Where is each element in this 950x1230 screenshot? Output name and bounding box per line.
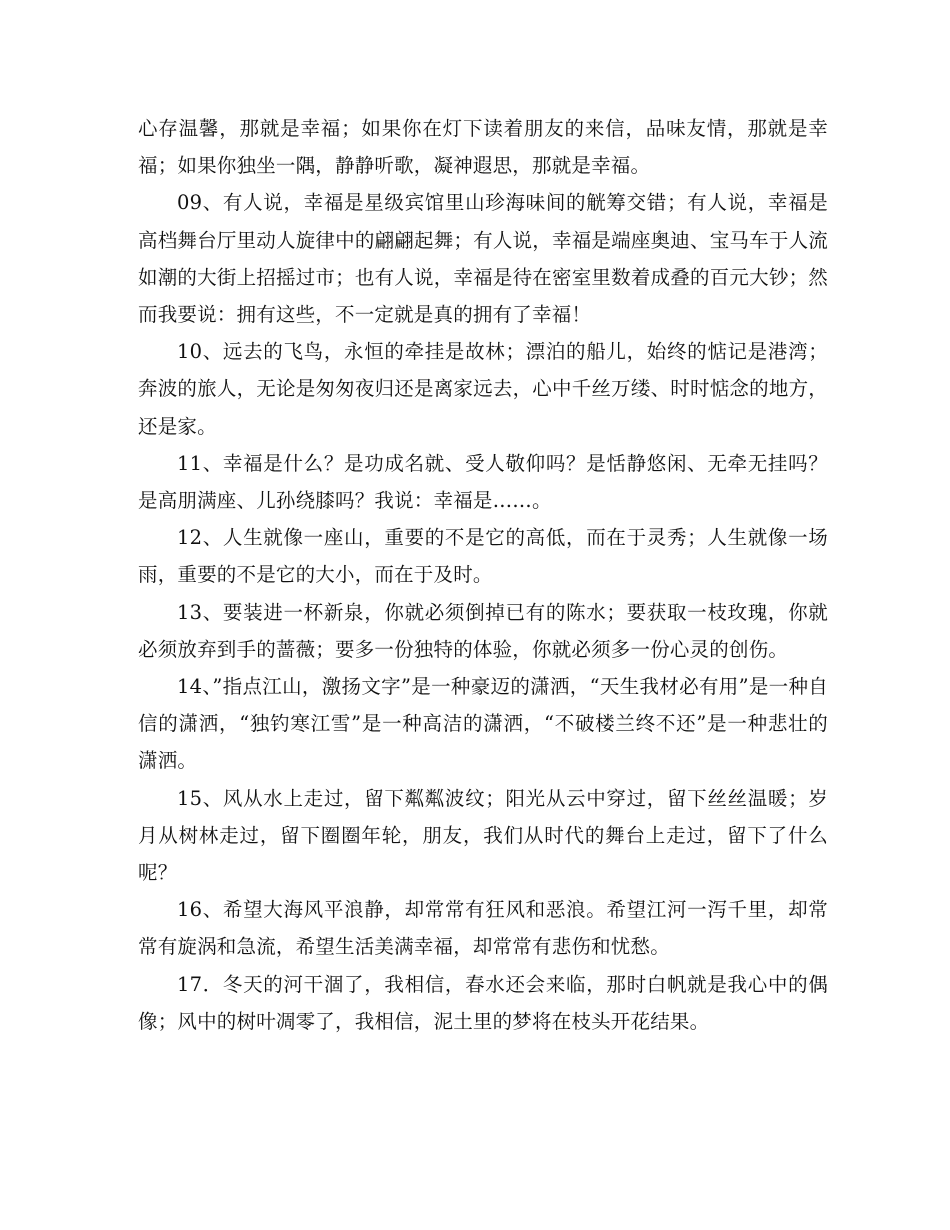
paragraph-intro-continuation: 心存温馨，那就是幸福；如果你在灯下读着朋友的来信，品味友情，那就是幸福；如果你独坐一隅，静静听歌，凝神遐思，那就是幸福。 [138,117,828,178]
paragraph-09: 09、有人说，幸福是星级宾馆里山珍海味间的觥筹交错；有人说，幸福是高档舞台厅里动人旋律中的翩翩起舞；有人说，幸福是端座奥迪、宝马车于人流如潮的大街上招摇过市；也有人说，幸福是待在密室里数着成叠的百元大钞；然而我要说：拥有这些，不一定就是真的拥有了幸福！ [138,191,828,327]
document-body [138,110,828,1040]
paragraph-15: 15、风从水上走过，留下粼粼波纹；阳光从云中穿过，留下丝丝温暖；岁月从树林走过，留下圈圈年轮，朋友，我们从时代的舞台上走过，留下了什么呢？ [138,786,828,885]
paragraph-12: 12、人生就像一座山，重要的不是它的高低，而在于灵秀；人生就像一场雨，重要的不是它的大小，而在于及时。 [138,526,828,587]
paragraph-11: 11、幸福是什么？是功成名就、受人敬仰吗？是恬静悠闲、无牵无挂吗？是高朋满座、儿孙绕膝吗？我说：幸福是……。 [138,451,828,513]
paragraph-16: 16、希望大海风平浪静，却常常有狂风和恶浪。希望江河一泻千里，却常常有旋涡和急流，希望生活美满幸福，却常常有悲伤和忧愁。 [138,898,828,959]
paragraph-14: 14、”指点江山，激扬文字”是一种豪迈的潇洒，“天生我材必有用”是一种自信的潇洒，“独钓寒江雪”是一种高洁的潇洒，“不破楼兰终不还”是一种悲壮的潇洒。 [138,675,828,773]
paragraph-17: 17．冬天的河干涸了，我相信，春水还会来临，那时白帆就是我心中的偶像；风中的树叶凋零了，我相信，泥土里的梦将在枝头开花结果。 [138,972,828,1033]
paragraph-13: 13、要装进一杯新泉，你就必须倒掉已有的陈水；要获取一枝玫瑰，你就必须放弃到手的蔷薇；要多一份独特的体验，你就必须多一份心灵的创伤。 [138,600,828,661]
paragraph-10: 10、远去的飞鸟，永恒的牵挂是故林；漂泊的船儿，始终的惦记是港湾；奔波的旅人，无论是匆匆夜归还是离家远去，心中千丝万缕、时时惦念的地方，还是家。 [138,340,828,438]
